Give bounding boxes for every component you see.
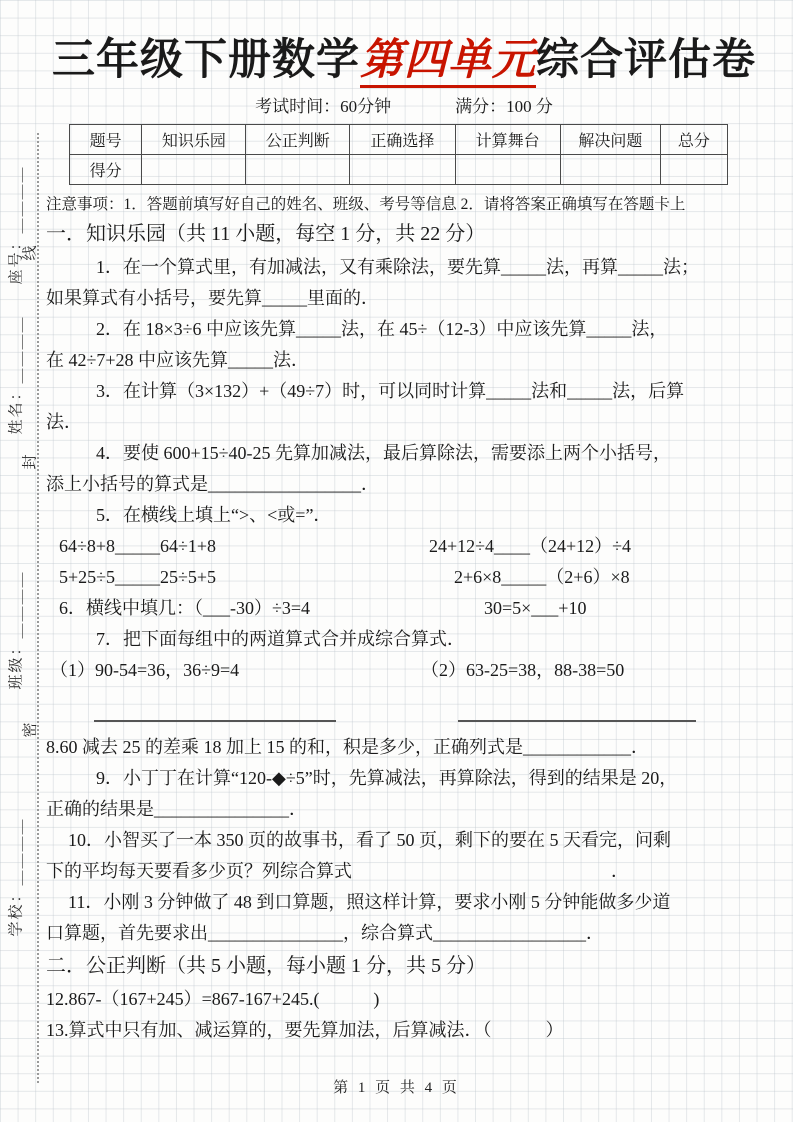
- score-header-cell: 知识乐园: [142, 125, 246, 155]
- section1-heading: 一．知识乐园（共 11 小题，每空 1 分，共 22 分）: [46, 223, 486, 245]
- q4-line2: 添上小括号的算式是_________________．: [46, 474, 379, 494]
- title-part2: 综合评估卷: [536, 36, 756, 84]
- q7-answer-row: [46, 686, 762, 732]
- title-unit-highlight: 第四单元: [360, 37, 536, 88]
- q5-row1-right: 24+12÷4____（24+12）÷4: [429, 536, 632, 556]
- seal-dotted-line: [37, 133, 39, 1083]
- q6-row: [46, 593, 762, 624]
- seal-char-xian: 线: [22, 245, 39, 261]
- score-empty-cell: [246, 155, 350, 185]
- q7-item1: （1）90-54=36，36÷9=4: [50, 660, 240, 680]
- notice-line: 注意事项：1．答题前填写好自己的姓名、班级、考号等信息 2．请将答案正确填写在答题卡上: [46, 196, 686, 213]
- score-header-cell: 题号: [70, 125, 142, 155]
- exam-content: [46, 0, 762, 1046]
- exam-time: 考试时间：60分钟: [255, 97, 392, 116]
- q5-row2-right: 2+6×8_____（2+6）×8: [454, 567, 630, 587]
- q5-heading: 5．在横线上填上“>、<或=”．: [96, 505, 332, 525]
- page-number: 第 1 页 共 4 页: [333, 1080, 460, 1096]
- q6-right: 30=5×___+10: [484, 598, 587, 618]
- q3-line1: 3．在计算（3×132）+（49÷7）时，可以同时计算_____法和_____法，后算: [96, 381, 685, 401]
- q4-line1: 4．要使 600+15÷40-25 先算加减法，最后算除法，需要添上两个小括号，: [96, 443, 672, 463]
- score-header-cell: 公正判断: [246, 125, 350, 155]
- score-header-cell: 解决问题: [560, 125, 660, 155]
- q9-line1: 9．小丁丁在计算“120-◆÷5”时，先算减法，再算除法，得到的结果是 20，: [96, 768, 678, 788]
- q10-line1: 10．小智买了一本 350 页的故事书，看了 50 页，剩下的要在 5 天看完，问剩: [68, 830, 671, 850]
- q9-line2: 正确的结果是_______________．: [46, 799, 307, 819]
- q6-left: 6．横线中填几：（___-30）÷3=4: [59, 598, 311, 618]
- q10-line2: [46, 856, 762, 887]
- score-empty-cell: [660, 155, 727, 185]
- score-header-cell: 总分: [660, 125, 727, 155]
- q10-period: ．: [611, 861, 629, 881]
- q7-heading: 7．把下面每组中的两道算式合并成综合算式．: [96, 629, 465, 649]
- score-table: [69, 124, 728, 185]
- score-table-score-row: [70, 155, 728, 185]
- q1-line2: 如果算式有小括号，要先算_____里面的．: [46, 288, 379, 308]
- exam-info-line: [46, 92, 762, 117]
- q5-row1-left: 64÷8+8_____64÷1+8: [59, 536, 217, 556]
- full-score: 满分：100 分: [455, 97, 553, 116]
- score-empty-cell: [560, 155, 660, 185]
- score-empty-cell: [142, 155, 246, 185]
- score-empty-cell: [350, 155, 455, 185]
- q3-line2: 法．: [46, 412, 82, 432]
- seal-char-feng: 封: [22, 454, 39, 470]
- score-table-header-row: [70, 125, 728, 155]
- q7-item2: （2）63-25=38，88-38=50: [421, 660, 625, 680]
- q2-line2: 在 42÷7+28 中应该先算_____法．: [46, 350, 310, 370]
- seat-number-field: 座号：＿＿＿＿: [8, 165, 25, 285]
- school-field: 学校：＿＿＿＿: [8, 817, 25, 937]
- student-name-field: 姓名：＿＿＿＿: [8, 315, 25, 435]
- q8-line: 8.60 减去 25 的差乘 18 加上 15 的和，积是多少，正确列式是____________．: [46, 737, 649, 757]
- q13-line: 13.算式中只有加、减运算的，要先算加法，后算减法．（ ）: [46, 1020, 564, 1040]
- q5-row1: [46, 531, 762, 562]
- page-title: [46, 26, 762, 87]
- q11-line2: 口算题，首先要求出_______________，综合算式_________________．: [46, 923, 604, 943]
- seal-char-mi: 密: [22, 722, 39, 738]
- score-empty-cell: [455, 155, 560, 185]
- score-header-cell: 计算舞台: [455, 125, 560, 155]
- title-part1: 三年级下册数学: [52, 36, 360, 84]
- q5-row2: [46, 562, 762, 593]
- q1-line1: 1．在一个算式里，有加减法，又有乘除法，要先算_____法，再算_____法；: [96, 257, 699, 277]
- q12-line: 12.867-（167+245）=867-167+245.( ): [46, 989, 380, 1009]
- q7-items: [46, 655, 762, 686]
- score-header-cell: 正确选择: [350, 125, 455, 155]
- class-field: 班级：＿＿＿＿: [8, 570, 25, 690]
- q11-line1: 11．小刚 3 分钟做了 48 到口算题，照这样计算，要求小刚 5 分钟能做多少道: [68, 892, 671, 912]
- q2-line1: 2．在 18×3÷6 中应该先算_____法，在 45÷（12-3）中应该先算_____法，: [96, 319, 668, 339]
- q5-row2-left: 5+25÷5_____25÷5+5: [59, 567, 217, 587]
- q10-line2-text: 下的平均每天要看多少页？列综合算式: [46, 861, 352, 881]
- answer-blank-line: [94, 720, 336, 722]
- score-row-label: 得分: [70, 155, 142, 185]
- section2-heading: 二．公正判断（共 5 小题，每小题 1 分，共 5 分）: [46, 955, 486, 977]
- answer-blank-line: [458, 720, 696, 722]
